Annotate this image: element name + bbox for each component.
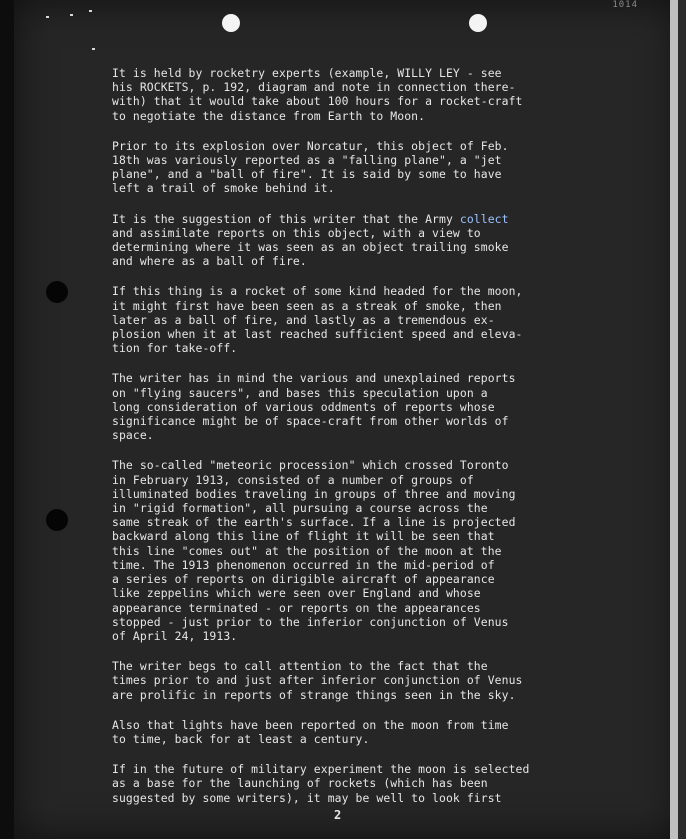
scan-speck (89, 10, 92, 12)
page-number: 2 (334, 808, 342, 822)
document-body (112, 66, 552, 821)
top-punch-hole-left (222, 14, 240, 32)
scan-speck (92, 48, 95, 50)
paragraph-1: It is held by rocketry experts (example, WILLY LEY - see his ROCKETS, p. 192, diagram and note in connection there- with) that it would take about 100 hours for a rocket-craft to negotiate the distance from Earth to Moon. (112, 66, 523, 123)
corner-mark: 1014 (612, 0, 638, 10)
paragraph-3 (112, 212, 552, 226)
highlighted-word: collect (459, 211, 509, 226)
paragraph-2: Prior to its explosion over Norcatur, this object of Feb. 18th was variously reported as a "falling plane", a "jet plane", and a "ball of fire". It is said by some to have left a trail of smoke behind it. (112, 138, 509, 196)
scan-speck (46, 16, 49, 18)
paragraph-9: If in the future of military experiment the moon is selected as a base for the launching of rockets (which has been suggested by some writers), it may be well to look first (112, 762, 530, 805)
top-punch-hole-right (469, 14, 487, 32)
scan-left-edge (0, 0, 14, 839)
paragraph-7: The writer begs to call attention to the fact that the times prior to and just after inferior conjunction of Venus are prolific in reports of strange things seen in the sky. (112, 659, 523, 702)
side-punch-hole-upper (46, 281, 68, 303)
paragraph-5: The writer has in mind the various and unexplained reports on "flying saucers", and bases this speculation upon a long consideration of various oddments of reports whose significance might be of space-craft from other worlds of space. (112, 371, 516, 443)
paragraph-8: Also that lights have been reported on the moon from time to time, back for at least a century. (112, 717, 509, 746)
paragraph-4: If this thing is a rocket of some kind headed for the moon, it might first have been seen as a streak of smoke, then later as a ball of fire, and lastly as a tremendous ex- plosion when it at last reached sufficient speed and eleva- tion for take-off. (112, 284, 523, 356)
side-punch-hole-lower (46, 509, 68, 531)
paragraph-6: The so-called "meteoric procession" which crossed Toronto in February 1913, consisted of a number of groups of illuminated bodies traveling in groups of three and moving in "rigid formation", all pursuing a course across the same streak of the earth's surface. If a line is projected backward along this line of flight it will be seen that this line "comes out" at the position of the moon at the time. The 1913 phenomenon occurred in the mid-period of a series of reports on dirigible aircraft of appearance like zeppelins which were seen over England and whose appearance terminated - or reports on the appearances stopped - just prior to the inferior conjunction of Venus of April 24, 1913. (112, 458, 516, 643)
scan-edge-strip (670, 0, 678, 839)
paragraph-3-continued: and assimilate reports on this object, with a view to determining where it was seen as an object trailing smoke and where as a ball of fire. (112, 225, 509, 269)
scan-speck (70, 14, 73, 16)
paragraph-3-lead: It is the suggestion of this writer that the Army (112, 211, 460, 226)
